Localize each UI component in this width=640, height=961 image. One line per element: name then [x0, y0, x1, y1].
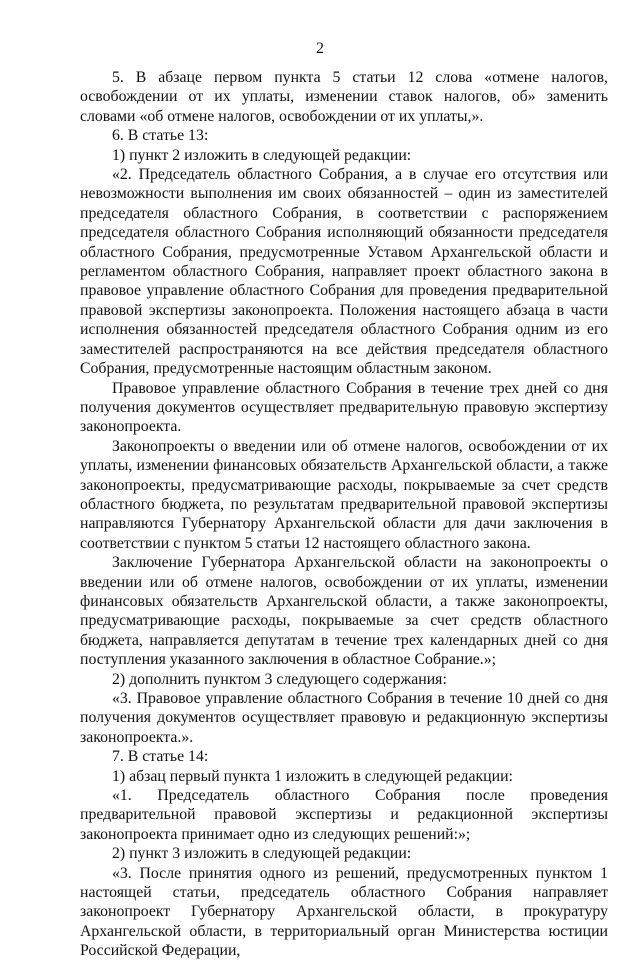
paragraph-new-point-3-art14: «3. После принятия одного из решений, предусмотренных пунктом 1 настоящей статьи, председатель областного Собрания направляет законопроект Губернатору Архангельской области, в прокуратуру Архангельской области, в территориальный орган Министерства юстиции Российской Федерации,	[80, 864, 608, 960]
paragraph-chairman-decision: «1. Председатель областного Собрания после проведения предварительной правовой экспертизы и редакционной экспертизы законопроекта принимает одно из следующих решений:»;	[80, 787, 608, 843]
paragraph-article-14: 7. В статье 14:	[112, 748, 209, 766]
paragraph-new-point-2: «2. Председатель областного Собрания, а в случае его отсутствия или невозможности выполнения им своих обязанностей – один из заместителей председателя областного Собрания, в соответствии с распоряжением председателя областного Собрания исполняющий обязанности председателя областного Собрания, предусмотренные Уставом Архангельской области и регламентом областного Собрания, направляет проект областного закона в правовое управление областного Собрания для проведения предварительной правовой экспертизы законопроекта. Положения настоящего абзаца в части исполнения обязанностей председателя областного Собрания одним из его заместителей распространяются на все действия председателя областного Собрания, предусмотренные настоящим областным законом.	[80, 166, 608, 378]
paragraph-subitem-2-art14: 2) пункт 3 изложить в следующей редакции:	[112, 845, 412, 863]
paragraph-subitem-1: 1) пункт 2 изложить в следующей редакции:	[112, 146, 412, 164]
paragraph-article-13: 6. В статье 13:	[112, 127, 209, 145]
paragraph-item-5: 5. В абзаце первом пункта 5 статьи 12 слова «отмене налогов, освобождении от их уплаты, изменении ставок налогов, об» заменить словами «об отмене налогов, освобождении от их уплаты,».	[80, 69, 608, 125]
paragraph-subitem-1-art14: 1) абзац первый пункта 1 изложить в следующей редакции:	[112, 767, 513, 785]
document-body	[80, 68, 608, 961]
paragraph-subitem-2: 2) дополнить пунктом 3 следующего содержания:	[112, 670, 447, 688]
paragraph-legal-review: Правовое управление областного Собрания в течение трех дней со дня получения документов осуществляет предварительную правовую экспертизу законопроекта.	[80, 379, 608, 436]
paragraph-new-point-3: «3. Правовое управление областного Собрания в течение 10 дней со дня получения документов осуществляет правовую и редакционную экспертизы законопроекта.».	[80, 690, 608, 746]
page-number: 2	[316, 40, 324, 57]
paragraph-tax-bills: Законопроекты о введении или об отмене налогов, освобождении от их уплаты, изменении финансовых обязательств Архангельской области, а также законопроекты, предусматривающие расходы, покрываемые за счет средств областного бюджета, по результатам предварительной правовой экспертизы направляются Губернатору Архангельской области для дачи заключения в соответствии с пунктом 5 статьи 12 настоящего областного закона.	[80, 437, 608, 552]
paragraph-governor-conclusion: Заключение Губернатора Архангельской области на законопроекты о введении или об отмене налогов, освобождении от их уплаты, изменении финансовых обязательств Архангельской области, а также законопроекты, предусматривающие расходы, покрываемые за счет средств областного бюджета, направляется депутатам в течение трех календарных дней со дня поступления указанного заключения в областное Собрание.»;	[80, 554, 608, 669]
